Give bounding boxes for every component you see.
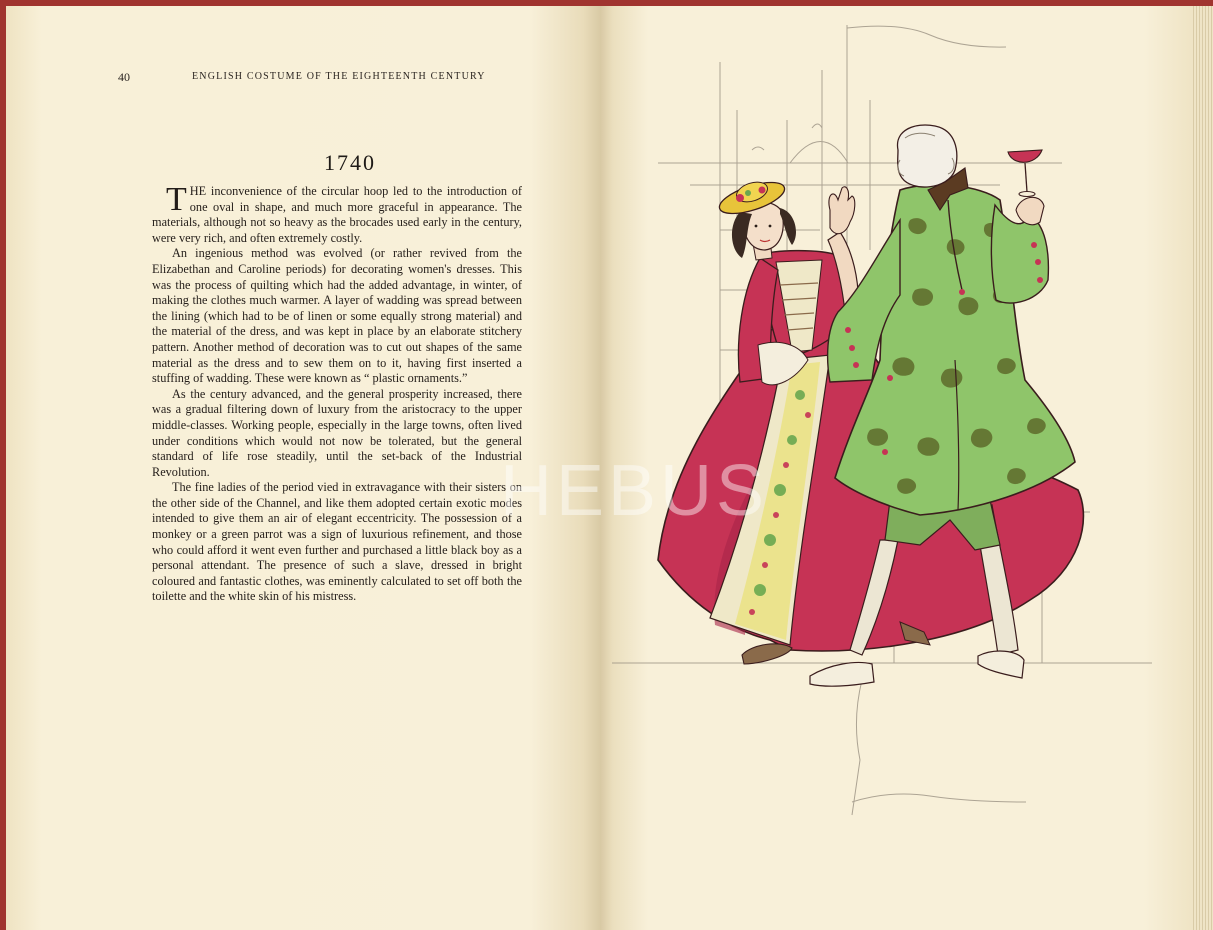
- page-number: 40: [118, 70, 130, 84]
- paragraph-2: An ingenious method was evolved (or rather revived from the Elizabethan and Caroline periods) for decorating women's dresses. This was the process of quilting which had the added advantage, in winter, of making the clothes much warmer. A layer of wadding was spread between the lining (which had to be of linen or some equally strong material) and the material of the dress, and was kept in place by an elaborate stitchery pattern. Another method of decoration was to cut out shapes of the same material as the dress and to sew them on to it, having first inserted a stuffing of wadding. These were known as “ plastic ornaments.”: [152, 246, 522, 386]
- drop-cap: T: [166, 181, 187, 218]
- paragraph-3: As the century advanced, and the general prosperity increased, there was a gradual filtering down of luxury from the aristocracy to the upper middle-classes. Working people, especially in the large towns, often lived under conditions which would not now be tolerated, but the general standard of life rose steadily, until the set-back of the Industrial Revolution.: [152, 386, 522, 479]
- wine-glass: [1008, 150, 1042, 162]
- paragraph-1-text: HE inconvenience of the circular hoop led to the introduction of one oval in shape, and much more graceful in appearance. The materials, although not so heavy as the brocades used early in the century, were very rich, and often extremely costly.: [152, 184, 522, 245]
- woman-shoe: [742, 644, 792, 664]
- man-front-shoe: [810, 663, 874, 687]
- man-back-shoe: [978, 651, 1024, 678]
- watermark: HEBUS: [500, 451, 769, 531]
- running-title: ENGLISH COSTUME OF THE EIGHTEENTH CENTURY: [192, 71, 486, 82]
- section-year-heading: 1740: [324, 150, 376, 175]
- woman-hand: [829, 187, 855, 234]
- paragraph-4: The fine ladies of the period vied in extravagance with their sisters on the other side of the Channel, and like them adopted certain exotic modes intended to give them an air of elegant eccentricity. The possession of a monkey or a green parrot was a sign of luxurious refinement, and those who could afford it went even further and purchased a little black boy as a personal attendant. The presence of such a slave, dressed in bright coloured and fantastic clothes, was eminently calculated to set off both the toilette and the white skin of his mistress.: [152, 480, 522, 604]
- man-wig: [898, 125, 957, 187]
